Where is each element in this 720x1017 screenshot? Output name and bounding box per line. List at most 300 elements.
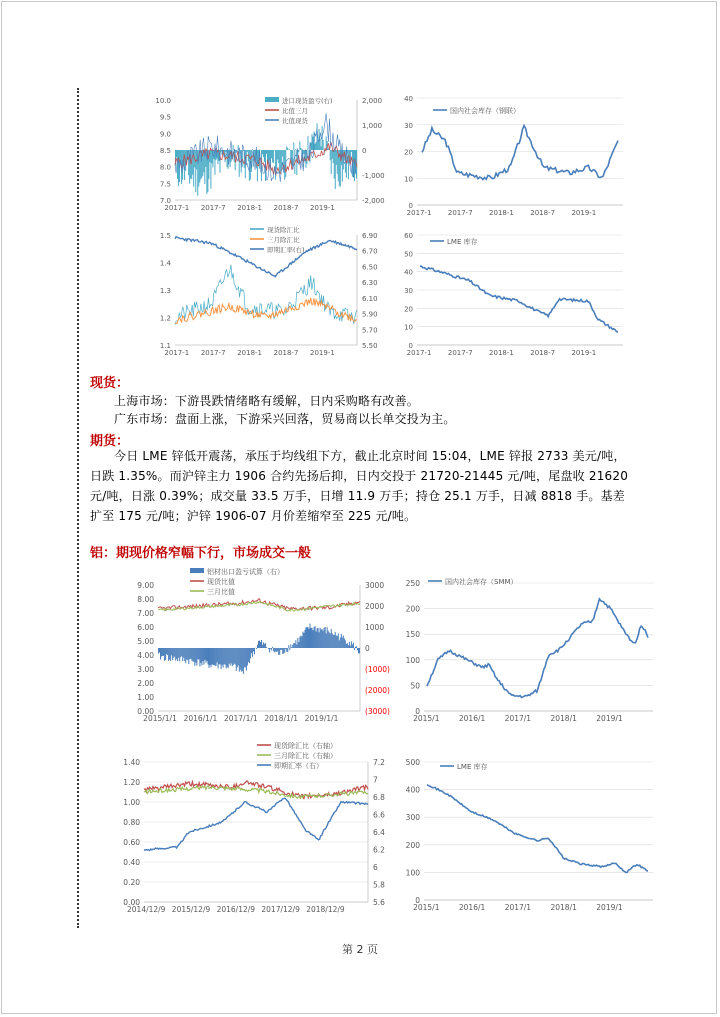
chart-zn-domestic-stock-series: [422, 125, 618, 179]
chart-al-ratio-bar-173: [333, 635, 334, 648]
chart-al-ratio-bar-45: [203, 648, 204, 665]
chart-al-ratio-bar-60: [219, 648, 220, 664]
chart-al-fx-ratio-y2-tick-7: 5.8: [373, 880, 385, 890]
chart-zn-domestic-stock-svg: [395, 90, 630, 220]
chart-al-fx-ratio-x-tick-2: 2016/12/9: [216, 905, 256, 914]
chart-al-ratio-bar-182: [342, 638, 343, 649]
chart-al-lme-stock-y-tick-1: 400: [405, 785, 420, 795]
chart-zn-fx-ratio-legend-label-1: 三月除汇比: [267, 236, 300, 244]
chart-al-ratio-bar-17: [175, 648, 176, 661]
chart-zn-ratio-bar-140: [317, 123, 318, 150]
chart-al-ratio-bar-132: [291, 647, 292, 648]
chart-al-ratio-bar-4: [162, 648, 163, 656]
chart-al-ratio-bar-186: [346, 644, 347, 648]
chart-al-lme-stock-y-tick-0: 500: [405, 758, 420, 767]
chart-zn-ratio-bar-135: [312, 134, 313, 150]
chart-al-ratio-bar-53: [212, 648, 213, 664]
chart-zn-ratio-bar-67: [243, 150, 244, 151]
chart-al-fx-ratio-legend-label-1: 三月除汇比（右轴）: [274, 752, 337, 760]
chart-al-ratio-bar-142: [301, 636, 302, 648]
chart-al-ratio-bar-43: [201, 648, 202, 665]
chart-al-ratio-bar-100: [259, 641, 260, 649]
margin-dotted-rule: [77, 88, 79, 928]
chart-zn-ratio-bar-87: [263, 150, 264, 157]
chart-zn-fx-ratio-svg: [135, 225, 385, 365]
chart-al-ratio-bar-150: [310, 624, 311, 648]
chart-zn-ratio-bar-111: [287, 148, 288, 150]
chart-al-lme-stock-x-tick-4: 2019/1: [596, 903, 623, 912]
chart-zn-ratio-bar-1: [176, 150, 177, 157]
chart-al-ratio-bar-159: [319, 632, 320, 648]
chart-al-fx-ratio: [112, 738, 395, 923]
chart-zn-ratio-x-tick-2: 2018-1: [237, 204, 263, 212]
chart-al-ratio-bar-82: [241, 648, 242, 672]
chart-al-ratio-bar-133: [292, 645, 293, 648]
chart-al-ratio-bar-183: [343, 636, 344, 648]
chart-zn-ratio-bar-124: [300, 148, 301, 150]
chart-al-ratio-bar-161: [321, 629, 322, 648]
chart-al-ratio-bar-95: [254, 648, 255, 654]
chart-zn-fx-ratio-y2-tick-7: 5.50: [362, 342, 378, 350]
chart-zn-ratio-bar-131: [307, 136, 308, 150]
chart-al-ratio-bar-177: [337, 636, 338, 648]
chart-al-lme-stock-x-tick-0: 2015/1: [413, 903, 440, 912]
chart-al-ratio-bar-28: [186, 648, 187, 659]
chart-al-ratio-bar-1: [159, 648, 160, 652]
chart-zn-domestic-stock-x-tick-1: 2017-7: [447, 209, 473, 217]
chart-al-fx-ratio-y-tick-6: 0.20: [123, 878, 140, 887]
chart-al-ratio-bar-88: [247, 648, 248, 666]
chart-zn-ratio-y-tick-4: 8.0: [159, 163, 171, 172]
chart-zn-ratio-bar-143: [320, 138, 321, 150]
chart-al-domestic-stock-y-tick-0: 250: [405, 579, 420, 588]
chart-al-ratio-bar-109: [268, 648, 269, 649]
chart-al-domestic-stock-y-tick-3: 100: [405, 655, 420, 665]
chart-al-ratio-bar-102: [261, 640, 262, 648]
chart-al-lme-stock-x-tick-1: 2016/1: [458, 903, 486, 912]
chart-al-ratio-bar-69: [228, 648, 229, 668]
chart-al-ratio-bar-158: [318, 628, 319, 648]
chart-al-ratio-bar-12: [170, 648, 171, 661]
chart-al-lme-stock-svg: [398, 750, 660, 923]
chart-zn-ratio-bar-103: [279, 150, 280, 172]
chart-al-ratio-bar-106: [265, 643, 266, 648]
chart-al-ratio-bar-51: [210, 648, 211, 665]
chart-zn-fx-ratio-y-tick-0: 1.5: [159, 232, 171, 240]
chart-al-ratio-x-tick-0: 2015/1/1: [143, 714, 177, 723]
chart-zn-lme-stock-series: [420, 266, 618, 332]
chart-zn-ratio-bar-141: [318, 140, 319, 150]
chart-al-ratio-bar-131: [290, 644, 291, 648]
chart-zn-lme-stock-svg: [395, 225, 630, 365]
chart-al-ratio-bar-67: [226, 648, 227, 668]
chart-al-ratio-bar-113: [272, 647, 273, 648]
chart-al-ratio-bar-99: [258, 641, 259, 648]
chart-al-ratio-bar-93: [252, 648, 253, 657]
chart-zn-fx-ratio-y-tick-4: 1.1: [159, 342, 171, 350]
chart-al-ratio-bar-179: [339, 640, 340, 648]
chart-al-ratio-bar-156: [316, 631, 317, 648]
chart-zn-ratio-bar-97: [273, 150, 274, 163]
chart-zn-domestic-stock-y-tick-4: 0: [408, 202, 413, 210]
chart-al-ratio-y2-tick-2: 1000: [365, 623, 385, 632]
chart-al-fx-ratio-x-tick-4: 2018/12/9: [306, 905, 345, 914]
chart-al-lme-stock-y-tick-2: 300: [405, 813, 420, 823]
chart-al-ratio-x-tick-4: 2019/1/1: [304, 714, 339, 723]
chart-al-ratio-bar-115: [274, 648, 275, 652]
chart-al-ratio-bar-54: [213, 648, 214, 665]
chart-al-ratio-legend-label-0: 铝材出口盈亏试算（右）: [207, 568, 284, 576]
chart-al-ratio-bar-10: [168, 648, 169, 661]
chart-zn-fx-ratio-y2-tick-4: 6.10: [362, 294, 378, 303]
chart-al-ratio-bar-18: [176, 648, 177, 659]
chart-al-ratio-bar-163: [323, 631, 324, 648]
chart-al-ratio-bar-148: [307, 627, 308, 648]
chart-al-domestic-stock-svg: [398, 563, 660, 733]
chart-al-ratio-y-tick-9: 0.00: [137, 707, 154, 716]
chart-al-ratio-bar-149: [308, 629, 309, 648]
chart-al-domestic-stock-x-tick-0: 2015/1: [413, 714, 440, 723]
spot-heading: 现货：: [90, 376, 130, 391]
chart-al-ratio-y2-tick-5: (2000): [365, 686, 390, 695]
chart-al-ratio-bar-121: [280, 648, 281, 650]
chart-al-ratio-bar-50: [209, 648, 210, 668]
chart-al-ratio-bar-65: [224, 648, 225, 664]
chart-zn-lme-stock: [395, 225, 630, 365]
chart-al-ratio-bar-66: [225, 648, 226, 665]
chart-zn-ratio-y-tick-5: 7.5: [159, 180, 171, 189]
chart-al-domestic-stock-plot: [406, 577, 653, 723]
chart-zn-ratio-y-tick-0: 10.0: [155, 97, 171, 105]
chart-al-ratio-bar-169: [329, 632, 330, 648]
chart-zn-ratio-bar-159: [336, 150, 337, 165]
chart-zn-ratio-bar-151: [328, 148, 329, 150]
chart-al-ratio-bar-145: [304, 630, 305, 648]
chart-al-ratio-bar-164: [324, 628, 325, 648]
chart-al-ratio-bar-27: [185, 648, 186, 663]
chart-al-ratio-bar-52: [211, 648, 212, 667]
chart-zn-ratio-bar-146: [323, 140, 324, 150]
chart-al-ratio-bar-84: [243, 648, 244, 674]
chart-al-ratio-bar-59: [218, 648, 219, 668]
chart-al-ratio-bar-185: [345, 640, 346, 648]
chart-zn-domestic-stock: [395, 90, 630, 220]
chart-zn-ratio-bar-57: [233, 145, 234, 150]
chart-zn-ratio-x-tick-1: 2017-7: [200, 204, 226, 212]
chart-al-lme-stock-y-tick-4: 100: [405, 868, 420, 878]
chart-al-ratio-bar-47: [205, 648, 206, 663]
chart-al-ratio-bar-139: [298, 642, 299, 648]
chart-al-ratio-bar-118: [277, 648, 278, 651]
chart-al-ratio-bar-136: [295, 640, 296, 648]
chart-al-ratio-bar-134: [293, 643, 294, 648]
chart-zn-fx-ratio-series-rate: [175, 237, 357, 277]
chart-zn-fx-ratio-plot: [160, 225, 378, 357]
chart-al-ratio-bar-35: [193, 648, 194, 662]
chart-al-ratio-bar-11: [169, 648, 170, 660]
chart-al-lme-stock-plot: [406, 758, 653, 912]
chart-al-ratio-bar-24: [182, 648, 183, 661]
chart-al-fx-ratio-y2-tick-6: 6: [373, 863, 378, 872]
chart-al-ratio-bar-193: [353, 643, 354, 648]
chart-al-ratio-bar-30: [188, 648, 189, 664]
chart-zn-fx-ratio-legend-label-2: 即期汇率(右): [267, 246, 305, 254]
chart-al-ratio-bar-89: [248, 648, 249, 662]
chart-zn-fx-ratio-y2-tick-2: 6.50: [362, 263, 378, 272]
chart-al-ratio-bar-127: [286, 648, 287, 652]
chart-zn-lme-stock-x-tick-1: 2017-7: [447, 349, 473, 357]
chart-zn-fx-ratio-y-tick-2: 1.3: [159, 287, 171, 295]
chart-al-ratio-bar-80: [239, 648, 240, 672]
chart-al-ratio-bar-98: [257, 645, 258, 648]
chart-al-domestic-stock-x-tick-1: 2016/1: [458, 714, 486, 723]
chart-al-ratio-bar-41: [199, 648, 200, 667]
chart-al-ratio-bar-189: [349, 642, 350, 648]
chart-al-ratio-bar-165: [325, 627, 326, 648]
chart-zn-ratio-bar-50: [226, 150, 227, 152]
page-number: 第 2 页: [342, 943, 378, 956]
chart-zn-lme-stock-y-tick-4: 20: [404, 305, 413, 314]
chart-al-ratio-bar-154: [314, 627, 315, 648]
chart-zn-fx-ratio-y2-tick-1: 6.70: [362, 247, 378, 256]
chart-al-ratio-bar-63: [222, 648, 223, 665]
chart-al-ratio-bar-120: [279, 648, 280, 655]
chart-al-ratio-bar-46: [204, 648, 205, 660]
chart-zn-ratio-y2-tick-3: -1,000: [362, 172, 385, 180]
chart-al-fx-ratio-plot: [123, 741, 385, 914]
chart-zn-ratio-bar-139: [316, 142, 317, 150]
chart-al-lme-stock: [398, 750, 660, 923]
chart-al-ratio-bar-14: [172, 648, 173, 660]
chart-zn-ratio-y2-tick-4: -2,000: [362, 197, 385, 205]
chart-al-ratio-bar-87: [246, 648, 247, 670]
chart-zn-ratio-bar-123: [299, 141, 300, 150]
chart-al-fx-ratio-y-tick-1: 1.20: [123, 778, 140, 787]
chart-al-ratio-bar-162: [322, 629, 323, 648]
chart-al-ratio-bar-38: [196, 648, 197, 666]
chart-zn-ratio-legend-label-0: 进口现货盈亏(右): [282, 97, 333, 105]
chart-zn-ratio-legend-label-2: 比值现货: [282, 117, 308, 125]
chart-al-ratio-bar-2: [160, 648, 161, 660]
chart-zn-ratio-bar-113: [289, 149, 290, 150]
chart-al-ratio-bar-195: [355, 647, 356, 648]
chart-zn-domestic-stock-y-tick-1: 30: [404, 121, 413, 130]
chart-al-ratio-bar-42: [200, 648, 201, 663]
chart-al-fx-ratio-y-tick-3: 0.80: [123, 818, 140, 827]
chart-al-ratio-bar-160: [320, 628, 321, 648]
chart-al-ratio-bar-23: [181, 648, 182, 656]
chart-al-ratio-bar-130: [289, 648, 290, 650]
chart-al-fx-ratio-y2-tick-3: 6.6: [373, 810, 385, 820]
chart-zn-ratio-y2-tick-2: 0: [362, 147, 367, 155]
chart-al-fx-ratio-svg: [112, 738, 395, 923]
chart-al-ratio-bar-152: [312, 628, 313, 648]
chart-zn-ratio-bar-60: [236, 150, 237, 153]
chart-al-ratio-y-tick-6: 3.00: [137, 665, 154, 674]
chart-zn-ratio-x-tick-3: 2018-7: [273, 204, 299, 212]
chart-zn-ratio-bar-160: [337, 150, 338, 174]
chart-zn-ratio-bar-157: [334, 150, 335, 179]
chart-zn-domestic-stock-x-tick-3: 2018-7: [530, 209, 556, 217]
chart-al-lme-stock-y-tick-5: 0: [415, 896, 420, 905]
chart-zn-ratio-bar-101: [277, 150, 278, 160]
chart-al-fx-ratio-y-tick-0: 1.40: [123, 758, 140, 767]
chart-zn-lme-stock-x-tick-3: 2018-7: [530, 349, 556, 357]
chart-al-ratio-bar-77: [236, 648, 237, 671]
chart-zn-ratio-bar-3: [178, 150, 179, 186]
chart-zn-fx-ratio-x-tick-0: 2017-1: [164, 349, 190, 357]
chart-al-ratio-bar-55: [214, 648, 215, 665]
chart-zn-fx-ratio-x-tick-3: 2018-7: [273, 349, 299, 357]
chart-al-ratio-bar-140: [299, 637, 300, 648]
chart-zn-fx-ratio-y-tick-1: 1.4: [159, 259, 171, 268]
chart-al-ratio-bar-76: [235, 648, 236, 665]
chart-zn-ratio-bar-119: [295, 149, 296, 150]
chart-al-fx-ratio-y-tick-2: 1.00: [123, 798, 140, 807]
chart-zn-ratio-bar-24: [199, 150, 200, 182]
chart-al-ratio-bar-31: [189, 648, 190, 659]
chart-zn-ratio-y-tick-2: 9.0: [159, 130, 171, 139]
chart-zn-ratio-bar-117: [293, 142, 294, 150]
chart-zn-lme-stock-y-tick-3: 30: [404, 287, 413, 295]
chart-zn-ratio-bar-138: [315, 144, 316, 150]
chart-zn-ratio-bar-28: [203, 150, 204, 172]
chart-al-ratio-bar-153: [313, 630, 314, 648]
chart-zn-lme-stock-x-tick-0: 2017-1: [406, 349, 432, 357]
chart-al-ratio-bar-94: [253, 648, 254, 651]
chart-al-fx-ratio-x-tick-0: 2014/12/9: [127, 905, 166, 914]
chart-al-ratio-bar-34: [192, 648, 193, 661]
chart-zn-ratio-bar-153: [330, 150, 331, 160]
chart-zn-domestic-stock-y-tick-0: 40: [404, 95, 413, 103]
chart-al-ratio-bar-61: [220, 648, 221, 664]
chart-al-ratio-bar-86: [245, 648, 246, 667]
chart-al-ratio-y2-tick-6: (3000): [365, 707, 390, 716]
chart-al-ratio-bar-194: [354, 648, 355, 650]
chart-al-ratio-legend-swatch-0: [190, 568, 204, 573]
chart-zn-domestic-stock-y-tick-2: 20: [404, 148, 413, 157]
chart-zn-ratio-bar-171: [348, 150, 349, 179]
chart-zn-ratio-bar-144: [321, 146, 322, 150]
chart-al-ratio-x-tick-2: 2017/1/1: [223, 714, 258, 723]
chart-al-ratio-bar-126: [285, 648, 286, 649]
chart-al-ratio-bar-16: [174, 648, 175, 657]
chart-zn-ratio-bar-73: [249, 150, 250, 181]
chart-al-ratio-bar-129: [288, 645, 289, 648]
chart-al-ratio-bar-103: [262, 645, 263, 648]
chart-zn-domestic-stock-x-tick-4: 2019-1: [571, 209, 597, 217]
chart-al-ratio-bar-143: [302, 632, 303, 648]
chart-al-ratio-bar-32: [190, 648, 191, 659]
chart-al-ratio-bar-172: [332, 633, 333, 648]
chart-al-ratio-bar-49: [207, 648, 208, 665]
chart-al-ratio-bar-171: [331, 629, 332, 648]
chart-al-fx-ratio-series-spot: [144, 781, 368, 799]
chart-al-ratio-bar-73: [232, 648, 233, 666]
chart-al-fx-ratio-series-3m: [144, 786, 368, 799]
chart-al-ratio-bar-79: [238, 648, 239, 665]
chart-zn-ratio-svg: [135, 90, 385, 220]
chart-zn-ratio-bar-76: [252, 149, 253, 150]
chart-al-ratio-bar-72: [231, 648, 232, 663]
chart-zn-ratio-bar-122: [298, 150, 299, 152]
chart-al-ratio-bar-85: [244, 648, 245, 667]
chart-al-ratio-bar-178: [338, 633, 339, 648]
chart-al-fx-ratio-y2-tick-8: 5.6: [373, 898, 385, 907]
chart-al-ratio-bar-78: [237, 648, 238, 667]
chart-al-ratio-bar-21: [179, 648, 180, 661]
chart-zn-ratio-bar-75: [251, 150, 252, 172]
chart-al-domestic-stock-x-tick-2: 2017/1: [504, 714, 532, 723]
chart-al-ratio-bar-119: [278, 648, 279, 655]
chart-al-ratio-bar-187: [347, 643, 348, 648]
chart-zn-domestic-stock-plot: [404, 95, 623, 217]
futures-heading: 期货：: [90, 434, 130, 449]
chart-al-ratio-bar-123: [282, 648, 283, 654]
chart-al-ratio-bar-157: [317, 628, 318, 648]
chart-al-ratio-bar-116: [275, 648, 276, 652]
chart-al-ratio-bar-155: [315, 626, 316, 648]
chart-al-ratio-y2-tick-0: 3000: [365, 581, 385, 590]
chart-al-ratio-y2-tick-3: 0: [365, 644, 370, 653]
spot-shanghai-text: 上海市场：下游畏跌情绪略有缓解，日内采购略有改善。: [114, 394, 420, 408]
chart-zn-domestic-stock-x-tick-0: 2017-1: [406, 209, 432, 217]
chart-al-ratio-bar-137: [296, 645, 297, 648]
futures-paragraph: 今日 LME 锌低开震荡，承压于均线组下方，截止北京时间 15:04，LME 锌报 2733 美元/吨，日跌 1.35%。而沪锌主力 1906 合约先扬后抑，日内交投于 21720-21445 元/吨，尾盘收 21620 元/吨，日涨 0.39%；成交量 33.5 万手，日增 11.9 万手；持仓 25.1 万手，日减 8818 手。基差扩至 175 元/吨；沪锌 1906-07 月价差缩窄至 225 元/吨。: [90, 449, 629, 523]
chart-al-ratio-bar-128: [287, 648, 288, 652]
chart-al-ratio-bar-64: [223, 648, 224, 668]
chart-al-ratio-bar-20: [178, 648, 179, 658]
chart-al-ratio-bar-190: [350, 646, 351, 648]
chart-zn-domestic-stock-x-tick-2: 2018-1: [489, 209, 514, 217]
chart-zn-lme-stock-plot: [404, 232, 623, 357]
chart-al-ratio-bar-3: [161, 648, 162, 656]
chart-al-ratio-bar-124: [283, 648, 284, 654]
chart-al-ratio-bar-13: [171, 648, 172, 655]
chart-al-ratio-bar-0: [158, 648, 159, 653]
chart-zn-fx-ratio-y-tick-3: 1.2: [159, 314, 171, 323]
chart-al-ratio-bar-70: [229, 648, 230, 664]
chart-zn-lme-stock-x-tick-2: 2018-1: [489, 349, 514, 357]
chart-zn-ratio-bar-95: [271, 150, 272, 158]
chart-zn-fx-ratio-y2-tick-0: 6.90: [362, 232, 378, 240]
chart-al-domestic-stock-x-tick-4: 2019/1: [596, 714, 623, 723]
chart-al-domestic-stock-y-tick-4: 50: [410, 681, 420, 691]
chart-al-fx-ratio-y-tick-5: 0.40: [123, 858, 140, 867]
chart-zn-lme-stock-x-tick-4: 2019-1: [571, 349, 597, 357]
chart-al-ratio-svg: [120, 563, 395, 733]
chart-zn-ratio-bar-88: [264, 150, 265, 162]
chart-al-ratio-bar-22: [180, 648, 181, 657]
chart-al-fx-ratio-x-tick-1: 2015/12/9: [171, 905, 211, 914]
chart-al-ratio-bar-117: [276, 648, 277, 652]
chart-al-ratio-y-tick-0: 9.00: [137, 581, 154, 590]
chart-al-ratio-bar-9: [167, 648, 168, 655]
chart-al-ratio-bar-180: [340, 637, 341, 648]
chart-al-ratio-bar-25: [183, 648, 184, 658]
chart-al-ratio-bar-196: [356, 646, 357, 648]
chart-al-ratio-bar-40: [198, 648, 199, 660]
chart-al-fx-ratio-y2-tick-0: 7.2: [373, 758, 385, 767]
chart-al-ratio-y-tick-5: 4.00: [137, 651, 154, 660]
chart-al-ratio-bar-37: [195, 648, 196, 663]
chart-al-ratio-y-tick-4: 5.00: [137, 637, 154, 646]
chart-zn-ratio-bar-102: [278, 150, 279, 163]
chart-zn-ratio-bar-154: [331, 150, 332, 174]
chart-al-fx-ratio-x-tick-3: 2017/12/9: [261, 905, 300, 914]
chart-al-ratio-bar-33: [191, 648, 192, 661]
chart-al-lme-stock-x-tick-3: 2018/1: [550, 903, 577, 912]
